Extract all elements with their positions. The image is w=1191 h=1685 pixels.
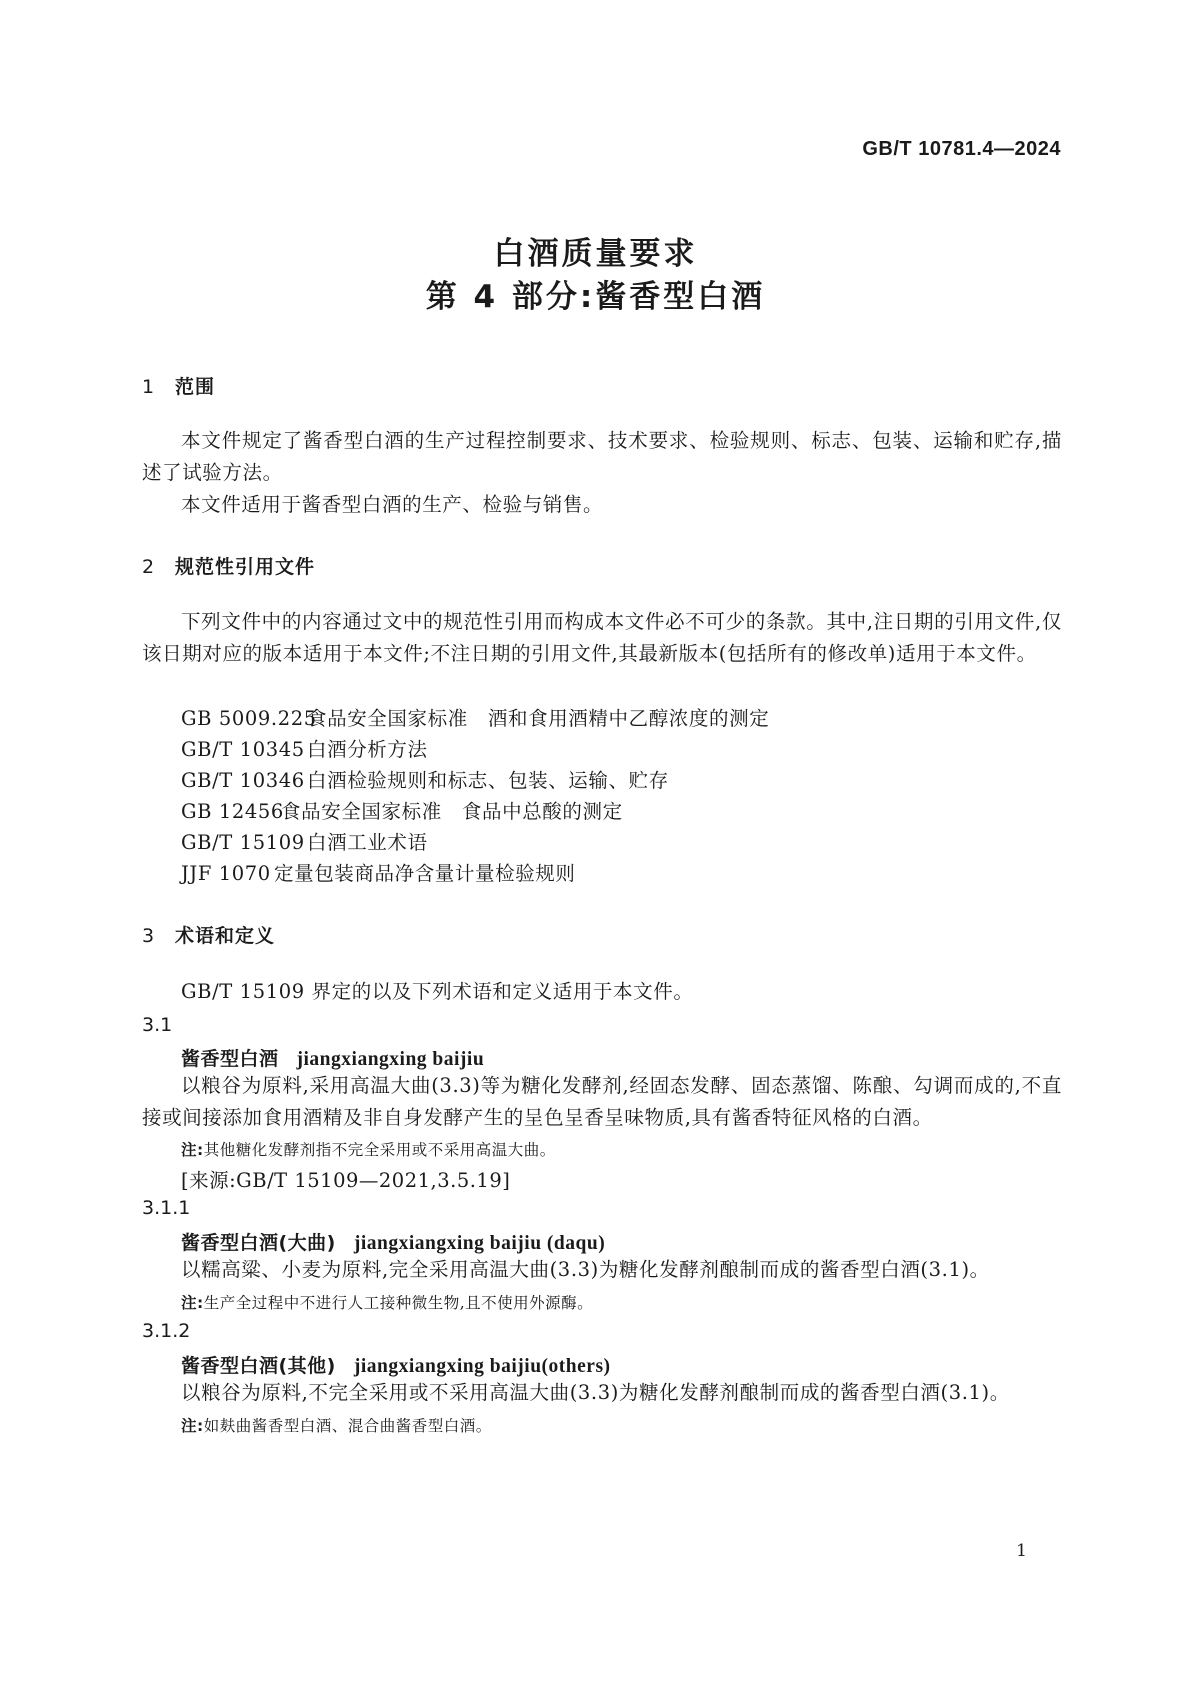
reference-code: GB/T 10346 [181,769,305,792]
term-number: 3.1 [142,1014,173,1036]
term-zh: 酱香型白酒(其他) [181,1355,336,1377]
reference-item [181,734,428,762]
term-note [181,1291,593,1313]
term-source: [来源:GB/T 15109—2021,3.5.19] [181,1169,511,1192]
reference-title: 白酒检验规则和标志、包装、运输、贮存 [307,769,669,792]
standard-number: GB/T 10781.4—2024 [862,138,1061,160]
term-zh: 酱香型白酒 [181,1048,279,1070]
note-label: 注: [181,1417,204,1435]
reference-title: 白酒分析方法 [307,738,428,761]
note-text: 如麸曲酱香型白酒、混合曲酱香型白酒。 [203,1417,492,1435]
reference-item [181,796,623,824]
term-en: jiangxiangxing baijiu (daqu) [353,1233,606,1254]
reference-item [181,703,769,731]
note-label: 注: [181,1141,204,1159]
note-text: 其他糖化发酵剂指不完全采用或不采用高温大曲。 [203,1141,556,1159]
term-en: jiangxiangxing baijiu(others) [353,1356,611,1377]
scope-paragraph-1: 本文件规定了酱香型白酒的生产过程控制要求、技术要求、检验规则、标志、包装、运输和贮存,描述了试验方法。 [142,429,1062,484]
document-title-line2: 第 4 部分:酱香型白酒 [425,279,766,315]
normative-refs-intro: 下列文件中的内容通过文中的规范性引用而构成本文件必不可少的条款。其中,注日期的引用文件,仅该日期对应的版本适用于本文件;不注日期的引用文件,其最新版本(包括所有的修改单)适用于本文件。 [142,610,1062,665]
section-number: 1 [142,376,156,398]
page-number: 1 [1016,1541,1027,1561]
section-heading-normative-refs [142,552,315,579]
term-heading [181,1044,484,1071]
note-text: 生产全过程中不进行人工接种微生物,且不使用外源酶。 [203,1294,594,1312]
document-title-line1: 白酒质量要求 [493,236,698,272]
reference-code: GB/T 10345 [181,738,305,761]
terms-intro: GB/T 15109 界定的以及下列术语和定义适用于本文件。 [181,980,694,1003]
reference-item [181,858,576,886]
term-zh: 酱香型白酒(大曲) [181,1232,336,1254]
section-number: 2 [142,556,156,578]
reference-item [181,765,669,793]
reference-title: 白酒工业术语 [307,831,428,854]
term-heading [181,1228,605,1255]
reference-title: 食品安全国家标准 酒和食用酒精中乙醇浓度的测定 [307,707,770,730]
note-label: 注: [181,1294,204,1312]
section-heading-terms [142,921,275,948]
section-title: 范围 [175,376,216,398]
term-definition: 以粮谷为原料,采用高温大曲(3.3)等为糖化发酵剂,经固态发酵、固态蒸馏、陈酿、勾调而成的,不直接或间接添加食用酒精及非自身发酵产生的呈色呈香呈味物质,具有酱香特征风格的白酒。 [142,1074,1062,1129]
term-en: jiangxiangxing baijiu [296,1049,485,1070]
term-note [181,1414,492,1436]
term-note [181,1138,556,1160]
reference-code: JJF 1070 [181,862,271,885]
term-definition: 以糯高粱、小麦为原料,完全采用高温大曲(3.3)为糖化发酵剂酿制而成的酱香型白酒(3.1)。 [181,1258,990,1281]
reference-code: GB/T 15109 [181,831,305,854]
reference-code: GB 12456 [181,800,284,823]
reference-code: GB 5009.225 [181,707,317,730]
section-title: 术语和定义 [175,925,276,947]
section-title: 规范性引用文件 [175,556,316,578]
reference-item [181,827,428,855]
reference-title: 定量包装商品净含量计量检验规则 [274,862,576,885]
reference-title: 食品安全国家标准 食品中总酸的测定 [281,800,623,823]
scope-paragraph-2: 本文件适用于酱香型白酒的生产、检验与销售。 [181,493,604,516]
section-heading-scope [142,372,215,399]
term-definition: 以粮谷为原料,不完全采用或不采用高温大曲(3.3)为糖化发酵剂酿制而成的酱香型白酒(3.1)。 [181,1381,1010,1404]
term-number: 3.1.2 [142,1320,191,1342]
term-heading [181,1351,611,1378]
term-number: 3.1.1 [142,1197,191,1219]
section-number: 3 [142,925,156,947]
